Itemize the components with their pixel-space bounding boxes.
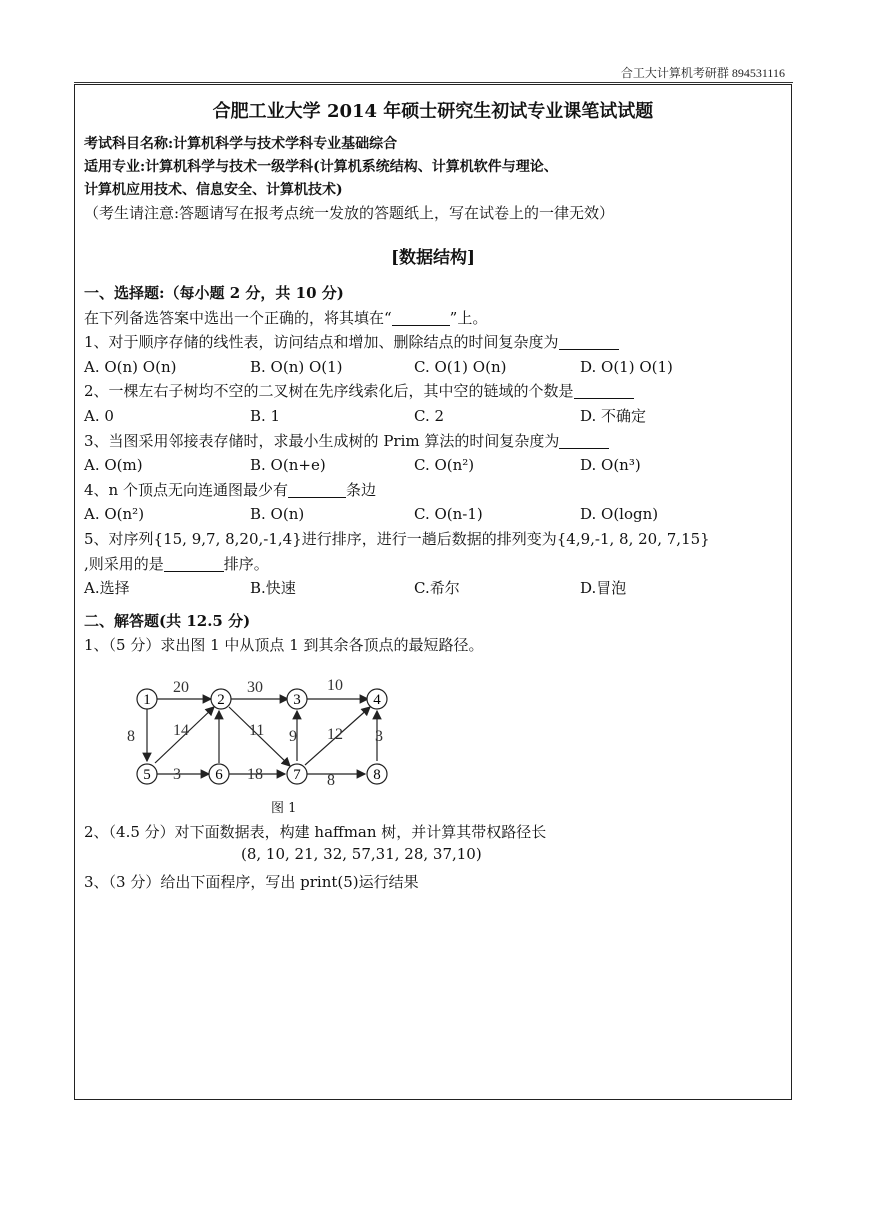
question-text: 4、n 个顶点无向连通图最少有	[84, 480, 288, 499]
question-5-options	[84, 576, 784, 601]
option-b: B.快速	[250, 579, 296, 598]
node-7: 7	[293, 767, 301, 783]
option-d: D. 不确定	[580, 406, 647, 425]
question-1	[84, 330, 784, 355]
part2-question-2: 2、（4.5 分）对下面数据表，构建 haffman 树，并计算其带权路径长	[84, 823, 547, 841]
weight-8-4: 3	[375, 728, 383, 745]
graph-svg	[111, 673, 431, 803]
part2-heading: 二、解答题(共 12.5 分)	[84, 611, 251, 630]
weight-7-3: 9	[289, 728, 297, 745]
exam-notice: （考生请注意:答题请写在报考点统一发放的答题纸上，写在试卷上的一律无效）	[84, 204, 615, 222]
option-a: A. O(n²)	[84, 505, 145, 524]
question-text: 2、一棵左右子树均不空的二叉树在先序线索化后，其中空的链域的个数是	[84, 382, 574, 401]
part2-question-3: 3、（3 分）给出下面程序，写出 print(5)运行结果	[84, 873, 419, 891]
option-d: D. O(logn)	[580, 505, 659, 524]
exam-title: 合肥工业大学 2014 年硕士研究生初试专业课笔试试题	[212, 101, 654, 122]
option-d: D. O(n³)	[580, 456, 641, 475]
exam-majors-line2: 计算机应用技术、信息安全、计算机技术)	[84, 182, 343, 198]
question-3	[84, 429, 784, 454]
option-d: D. O(1) O(1)	[580, 357, 673, 376]
question-text: ,则采用的是	[84, 554, 164, 573]
exam-majors-line1: 适用专业:计算机科学与技术一级学科(计算机系统结构、计算机软件与理论、	[84, 159, 558, 175]
node-5: 5	[143, 767, 151, 783]
header-rule	[74, 82, 793, 83]
weight-1-5: 8	[127, 728, 135, 745]
instruction-text-a: 在下列备选答案中选出一个正确的，将其填在“	[84, 308, 392, 327]
question-2-options	[84, 404, 784, 429]
weight-3-4: 10	[327, 677, 343, 694]
question-text: 1、对于顺序存储的线性表，访问结点和增加、删除结点的时间复杂度为	[84, 333, 559, 352]
weight-2-3: 30	[247, 679, 263, 696]
part2-question-2-data: (8, 10, 21, 32, 57,31, 28, 37,10)	[241, 845, 482, 863]
option-c: C.希尔	[414, 579, 460, 598]
option-a: A. O(n) O(n)	[84, 357, 177, 376]
exam-frame	[74, 84, 792, 1100]
answer-blank	[574, 382, 634, 399]
weight-2-7: 11	[249, 722, 265, 739]
question-5: 5、对序列{15, 9,7, 8,20,-1,4}进行排序，进行一趟后数据的排列变为{4,9,-1, 8, 20, 7,15}	[84, 529, 710, 548]
node-4: 4	[373, 692, 381, 708]
question-4-options	[84, 502, 784, 527]
option-c: C. O(1) O(n)	[414, 357, 507, 376]
option-b: B. O(n+e)	[250, 456, 326, 475]
answer-blank	[559, 333, 619, 350]
section-title: [数据结构]	[390, 248, 476, 268]
question-text-b: 条边	[345, 480, 376, 499]
exam-info	[84, 133, 784, 225]
header-note: 合工大计算机考研群 894531116	[620, 66, 785, 80]
part1	[84, 281, 784, 658]
part1-heading: 一、选择题:（每小题 2 分，共 10 分)	[84, 284, 344, 302]
option-a: A.选择	[84, 579, 130, 598]
question-1-options	[84, 355, 784, 380]
option-b: B. O(n)	[250, 505, 305, 524]
node-1: 1	[143, 692, 151, 708]
option-c: C. 2	[414, 406, 445, 425]
question-text-b: 排序。	[223, 554, 269, 573]
question-2	[84, 379, 784, 404]
weight-5-6: 3	[173, 766, 181, 783]
answer-blank	[392, 309, 450, 326]
question-text: 3、当图采用邻接表存储时，求最小生成树的 Prim 算法的时间复杂度为	[84, 431, 560, 450]
question-5-line2	[84, 552, 784, 577]
option-a: A. O(m)	[84, 456, 143, 475]
question-4	[84, 478, 784, 503]
answer-blank	[164, 555, 224, 572]
node-3: 3	[293, 692, 301, 708]
option-d: D.冒泡	[580, 579, 627, 598]
node-8: 8	[373, 767, 381, 783]
weight-6-7: 18	[247, 766, 263, 783]
node-2: 2	[217, 692, 225, 708]
answer-blank	[288, 481, 346, 498]
weight-7-4: 12	[327, 726, 343, 743]
option-b: B. O(n) O(1)	[250, 357, 343, 376]
part1-instruction	[84, 306, 784, 331]
option-b: B. 1	[250, 406, 281, 425]
part2-question-1: 1、（5 分）求出图 1 中从顶点 1 到其余各顶点的最短路径。	[84, 636, 484, 655]
weight-1-2: 20	[173, 679, 189, 696]
exam-subject: 考试科目名称:计算机科学与技术学科专业基础综合	[84, 136, 398, 152]
instruction-text-b: ”上。	[449, 308, 488, 327]
answer-blank	[559, 432, 609, 449]
option-c: C. O(n-1)	[414, 505, 483, 524]
node-6: 6	[215, 767, 223, 783]
figure-caption: 图 1	[271, 801, 297, 816]
option-c: C. O(n²)	[414, 456, 475, 475]
question-3-options	[84, 453, 784, 478]
weight-5-2: 14	[173, 722, 189, 739]
option-a: A. 0	[84, 406, 114, 425]
weight-7-8: 8	[327, 772, 335, 789]
